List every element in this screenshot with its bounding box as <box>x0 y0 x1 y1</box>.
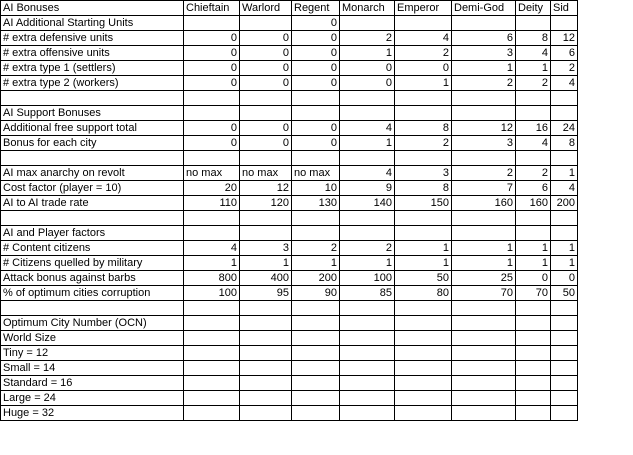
table-cell[interactable] <box>292 316 340 331</box>
row-label-cell[interactable] <box>1 301 184 316</box>
table-cell[interactable] <box>184 151 240 166</box>
table-cell[interactable] <box>240 331 292 346</box>
table-cell[interactable]: 0 <box>292 16 340 31</box>
table-cell[interactable]: 0 <box>551 271 578 286</box>
table-row <box>1 61 578 76</box>
table-cell[interactable]: 0 <box>184 136 240 151</box>
table-cell[interactable]: 50 <box>551 286 578 301</box>
table-cell[interactable]: 1 <box>551 241 578 256</box>
table-cell[interactable] <box>240 316 292 331</box>
table-cell[interactable]: 1 <box>240 256 292 271</box>
table-cell[interactable]: 4 <box>395 31 452 46</box>
table-row <box>1 391 578 406</box>
table-cell[interactable] <box>240 346 292 361</box>
table-cell[interactable]: 10 <box>292 181 340 196</box>
table-cell[interactable] <box>292 331 340 346</box>
table-cell[interactable]: 160 <box>516 196 551 211</box>
table-cell[interactable] <box>292 391 340 406</box>
table-cell[interactable] <box>240 226 292 241</box>
table-cell[interactable]: 0 <box>240 31 292 46</box>
table-cell[interactable] <box>292 346 340 361</box>
row-label-cell[interactable]: # extra type 1 (settlers) <box>1 61 184 76</box>
table-cell[interactable] <box>395 16 452 31</box>
table-row <box>1 286 578 301</box>
table-cell[interactable]: 0 <box>340 76 395 91</box>
table-cell[interactable]: 3 <box>395 166 452 181</box>
table-cell[interactable]: 200 <box>551 196 578 211</box>
table-cell[interactable]: 0 <box>184 31 240 46</box>
table-cell[interactable]: 1 <box>340 256 395 271</box>
table-cell[interactable] <box>516 361 551 376</box>
row-label-cell[interactable]: Huge = 32 <box>1 406 184 421</box>
table-row <box>1 16 578 31</box>
table-cell[interactable]: 2 <box>292 241 340 256</box>
table-cell[interactable] <box>184 106 240 121</box>
table-cell[interactable]: 200 <box>292 271 340 286</box>
row-label-cell[interactable]: Optimum City Number (OCN) <box>1 316 184 331</box>
table-cell[interactable] <box>395 361 452 376</box>
table-cell[interactable] <box>551 151 578 166</box>
table-cell[interactable] <box>340 106 395 121</box>
table-cell[interactable] <box>240 361 292 376</box>
table-cell[interactable] <box>292 406 340 421</box>
row-label-cell[interactable]: Attack bonus against barbs <box>1 271 184 286</box>
table-cell[interactable]: 100 <box>340 271 395 286</box>
table-cell[interactable]: 0 <box>240 61 292 76</box>
table-cell[interactable]: 1 <box>452 61 516 76</box>
table-row <box>1 211 578 226</box>
header-cell-emperor[interactable]: Emperor <box>395 1 452 16</box>
table-cell[interactable] <box>551 331 578 346</box>
row-label-cell[interactable]: Additional free support total <box>1 121 184 136</box>
table-cell[interactable]: 2 <box>452 166 516 181</box>
table-row <box>1 331 578 346</box>
table-cell[interactable] <box>395 391 452 406</box>
table-cell[interactable]: 0 <box>240 46 292 61</box>
table-cell[interactable] <box>395 316 452 331</box>
table-cell[interactable] <box>340 91 395 106</box>
table-cell[interactable] <box>240 301 292 316</box>
table-cell[interactable] <box>551 226 578 241</box>
table-cell[interactable]: 50 <box>395 271 452 286</box>
table-cell[interactable] <box>452 391 516 406</box>
table-cell[interactable] <box>340 376 395 391</box>
table-cell[interactable]: 4 <box>516 46 551 61</box>
table-cell[interactable] <box>395 151 452 166</box>
table-cell[interactable] <box>340 406 395 421</box>
table-cell[interactable]: 4 <box>184 241 240 256</box>
row-label-cell[interactable]: # extra defensive units <box>1 31 184 46</box>
row-label-cell[interactable]: Bonus for each city <box>1 136 184 151</box>
table-cell[interactable] <box>452 91 516 106</box>
table-cell[interactable] <box>516 316 551 331</box>
table-cell[interactable] <box>395 346 452 361</box>
table-cell[interactable] <box>184 361 240 376</box>
table-cell[interactable] <box>516 91 551 106</box>
table-cell[interactable]: 90 <box>292 286 340 301</box>
table-cell[interactable] <box>184 391 240 406</box>
table-cell[interactable]: 1 <box>340 46 395 61</box>
table-cell[interactable]: 0 <box>184 61 240 76</box>
table-cell[interactable]: 4 <box>340 121 395 136</box>
row-label-cell[interactable]: AI Support Bonuses <box>1 106 184 121</box>
table-row <box>1 376 578 391</box>
table-cell[interactable]: 1 <box>340 136 395 151</box>
table-cell[interactable]: no max <box>184 166 240 181</box>
table-cell[interactable]: 1 <box>184 256 240 271</box>
table-cell[interactable] <box>395 211 452 226</box>
table-cell[interactable]: 0 <box>292 76 340 91</box>
table-cell[interactable] <box>240 211 292 226</box>
table-cell[interactable]: 3 <box>452 46 516 61</box>
table-cell[interactable] <box>240 16 292 31</box>
table-row <box>1 76 578 91</box>
table-row <box>1 46 578 61</box>
table-cell[interactable]: 8 <box>516 31 551 46</box>
table-cell[interactable]: 120 <box>240 196 292 211</box>
table-cell[interactable] <box>452 331 516 346</box>
table-cell[interactable] <box>240 91 292 106</box>
table-cell[interactable] <box>240 106 292 121</box>
row-label-cell[interactable] <box>1 91 184 106</box>
table-cell[interactable]: 1 <box>395 241 452 256</box>
table-cell[interactable]: 0 <box>184 46 240 61</box>
table-cell[interactable]: 140 <box>340 196 395 211</box>
table-row <box>1 256 578 271</box>
table-cell[interactable] <box>452 406 516 421</box>
table-cell[interactable] <box>340 301 395 316</box>
row-label-cell[interactable]: Tiny = 12 <box>1 346 184 361</box>
table-cell[interactable] <box>452 316 516 331</box>
row-label-cell[interactable]: AI max anarchy on revolt <box>1 166 184 181</box>
row-label-cell[interactable]: # extra type 2 (workers) <box>1 76 184 91</box>
table-cell[interactable]: 1 <box>292 256 340 271</box>
table-cell[interactable]: 1 <box>395 256 452 271</box>
table-cell[interactable] <box>340 211 395 226</box>
table-cell[interactable]: 12 <box>240 181 292 196</box>
table-cell[interactable] <box>292 376 340 391</box>
table-cell[interactable]: 1 <box>452 241 516 256</box>
table-cell[interactable]: 4 <box>516 136 551 151</box>
table-cell[interactable] <box>184 331 240 346</box>
table-cell[interactable] <box>395 331 452 346</box>
table-cell[interactable]: 25 <box>452 271 516 286</box>
table-cell[interactable] <box>184 406 240 421</box>
table-cell[interactable] <box>551 346 578 361</box>
table-cell[interactable]: 70 <box>452 286 516 301</box>
table-cell[interactable] <box>452 211 516 226</box>
table-cell[interactable]: 2 <box>516 166 551 181</box>
table-cell[interactable]: 95 <box>240 286 292 301</box>
table-cell[interactable]: 0 <box>292 46 340 61</box>
table-cell[interactable]: 0 <box>240 121 292 136</box>
table-cell[interactable] <box>340 226 395 241</box>
table-row <box>1 361 578 376</box>
header-cell-regent[interactable]: Regent <box>292 1 340 16</box>
table-cell[interactable]: no max <box>240 166 292 181</box>
table-row <box>1 31 578 46</box>
table-cell[interactable] <box>340 361 395 376</box>
table-cell[interactable] <box>340 316 395 331</box>
header-cell-chieftain[interactable]: Chieftain <box>184 1 240 16</box>
table-cell[interactable]: 20 <box>184 181 240 196</box>
table-row <box>1 346 578 361</box>
table-cell[interactable]: 6 <box>551 46 578 61</box>
table-cell[interactable]: 0 <box>395 61 452 76</box>
header-cell-label[interactable]: AI Bonuses <box>1 1 184 16</box>
table-cell[interactable] <box>516 151 551 166</box>
header-cell-warlord[interactable]: Warlord <box>240 1 292 16</box>
table-cell[interactable] <box>452 16 516 31</box>
table-row <box>1 196 578 211</box>
table-cell[interactable] <box>292 106 340 121</box>
table-cell[interactable] <box>516 16 551 31</box>
table-body <box>1 1 578 421</box>
table-cell[interactable]: 1 <box>516 61 551 76</box>
table-cell[interactable]: 0 <box>292 31 340 46</box>
table-cell[interactable] <box>452 376 516 391</box>
table-cell[interactable] <box>240 151 292 166</box>
table-cell[interactable] <box>395 106 452 121</box>
table-cell[interactable]: 0 <box>292 136 340 151</box>
table-cell[interactable] <box>395 226 452 241</box>
table-cell[interactable] <box>452 346 516 361</box>
table-cell[interactable] <box>395 301 452 316</box>
row-label-cell[interactable] <box>1 211 184 226</box>
table-cell[interactable]: 100 <box>184 286 240 301</box>
table-cell[interactable]: 1 <box>551 256 578 271</box>
table-cell[interactable]: 3 <box>240 241 292 256</box>
table-cell[interactable] <box>516 301 551 316</box>
header-row <box>1 1 578 16</box>
table-cell[interactable] <box>184 316 240 331</box>
table-cell[interactable] <box>452 226 516 241</box>
table-cell[interactable]: 1 <box>395 76 452 91</box>
table-cell[interactable]: 2 <box>395 136 452 151</box>
table-cell[interactable] <box>395 91 452 106</box>
table-cell[interactable] <box>516 391 551 406</box>
table-cell[interactable]: 0 <box>292 61 340 76</box>
table-cell[interactable] <box>340 346 395 361</box>
table-cell[interactable]: 0 <box>184 76 240 91</box>
table-cell[interactable] <box>184 301 240 316</box>
table-cell[interactable] <box>184 376 240 391</box>
table-cell[interactable] <box>516 406 551 421</box>
table-cell[interactable] <box>340 331 395 346</box>
table-cell[interactable]: 800 <box>184 271 240 286</box>
table-cell[interactable] <box>340 151 395 166</box>
table-cell[interactable]: 7 <box>452 181 516 196</box>
table-cell[interactable]: 2 <box>516 76 551 91</box>
table-cell[interactable] <box>551 91 578 106</box>
table-cell[interactable]: 85 <box>340 286 395 301</box>
table-cell[interactable]: 8 <box>395 181 452 196</box>
table-cell[interactable]: 0 <box>184 121 240 136</box>
table-row <box>1 226 578 241</box>
table-cell[interactable]: 2 <box>551 61 578 76</box>
table-cell[interactable]: 4 <box>551 181 578 196</box>
table-cell[interactable]: 8 <box>551 136 578 151</box>
table-row <box>1 121 578 136</box>
row-label-cell[interactable]: AI and Player factors <box>1 226 184 241</box>
table-cell[interactable]: no max <box>292 166 340 181</box>
table-cell[interactable] <box>395 376 452 391</box>
table-cell[interactable] <box>516 226 551 241</box>
table-row <box>1 151 578 166</box>
table-cell[interactable] <box>292 361 340 376</box>
table-cell[interactable]: 24 <box>551 121 578 136</box>
table-cell[interactable] <box>452 301 516 316</box>
table-cell[interactable]: 4 <box>551 76 578 91</box>
row-label-cell[interactable]: % of optimum cities corruption <box>1 286 184 301</box>
table-row <box>1 271 578 286</box>
table-cell[interactable]: 2 <box>452 76 516 91</box>
table-cell[interactable]: 400 <box>240 271 292 286</box>
table-row <box>1 106 578 121</box>
table-row <box>1 301 578 316</box>
table-cell[interactable] <box>240 376 292 391</box>
row-label-cell[interactable] <box>1 151 184 166</box>
table-cell[interactable] <box>292 301 340 316</box>
table-cell[interactable] <box>551 106 578 121</box>
table-cell[interactable] <box>240 406 292 421</box>
table-cell[interactable] <box>292 211 340 226</box>
row-label-cell[interactable]: # extra offensive units <box>1 46 184 61</box>
row-label-cell[interactable]: # Content citizens <box>1 241 184 256</box>
table-cell[interactable] <box>240 391 292 406</box>
header-cell-deity[interactable]: Deity <box>516 1 551 16</box>
table-cell[interactable]: 70 <box>516 286 551 301</box>
table-cell[interactable] <box>516 211 551 226</box>
table-cell[interactable]: 2 <box>395 46 452 61</box>
row-label-cell[interactable]: Cost factor (player = 10) <box>1 181 184 196</box>
table-cell[interactable] <box>452 106 516 121</box>
table-cell[interactable]: 110 <box>184 196 240 211</box>
table-cell[interactable]: 1 <box>516 256 551 271</box>
table-cell[interactable] <box>551 391 578 406</box>
table-row <box>1 91 578 106</box>
row-label-cell[interactable]: # Citizens quelled by military <box>1 256 184 271</box>
table-cell[interactable] <box>395 406 452 421</box>
table-cell[interactable]: 0 <box>292 121 340 136</box>
table-cell[interactable]: 0 <box>340 61 395 76</box>
table-cell[interactable]: 2 <box>340 31 395 46</box>
table-row <box>1 166 578 181</box>
header-cell-sid[interactable]: Sid <box>551 1 578 16</box>
table-cell[interactable]: 6 <box>516 181 551 196</box>
table-cell[interactable]: 1 <box>551 166 578 181</box>
table-cell[interactable] <box>551 406 578 421</box>
row-label-cell[interactable]: AI to AI trade rate <box>1 196 184 211</box>
header-cell-monarch[interactable]: Monarch <box>340 1 395 16</box>
table-cell[interactable] <box>551 301 578 316</box>
table-cell[interactable] <box>516 106 551 121</box>
row-label-cell[interactable]: Small = 14 <box>1 361 184 376</box>
table-cell[interactable]: 6 <box>452 31 516 46</box>
table-cell[interactable]: 0 <box>240 76 292 91</box>
header-cell-demi-god[interactable]: Demi-God <box>452 1 516 16</box>
table-cell[interactable]: 80 <box>395 286 452 301</box>
table-row <box>1 136 578 151</box>
table-cell[interactable]: 1 <box>452 256 516 271</box>
table-cell[interactable]: 16 <box>516 121 551 136</box>
table-cell[interactable] <box>452 151 516 166</box>
table-cell[interactable] <box>551 361 578 376</box>
table-cell[interactable] <box>516 346 551 361</box>
table-cell[interactable]: 160 <box>452 196 516 211</box>
table-cell[interactable]: 4 <box>340 166 395 181</box>
row-label-cell[interactable]: World Size <box>1 331 184 346</box>
table-cell[interactable] <box>184 211 240 226</box>
table-cell[interactable]: 12 <box>551 31 578 46</box>
table-cell[interactable] <box>551 376 578 391</box>
table-cell[interactable] <box>452 361 516 376</box>
table-cell[interactable]: 0 <box>240 136 292 151</box>
table-cell[interactable]: 3 <box>452 136 516 151</box>
table-cell[interactable]: 1 <box>516 241 551 256</box>
table-cell[interactable]: 130 <box>292 196 340 211</box>
table-cell[interactable]: 2 <box>340 241 395 256</box>
table-cell[interactable] <box>551 211 578 226</box>
table-cell[interactable] <box>340 16 395 31</box>
table-cell[interactable]: 8 <box>395 121 452 136</box>
table-cell[interactable] <box>292 226 340 241</box>
table-cell[interactable] <box>340 391 395 406</box>
row-label-cell[interactable]: AI Additional Starting Units <box>1 16 184 31</box>
table-row <box>1 181 578 196</box>
table-cell[interactable]: 9 <box>340 181 395 196</box>
table-cell[interactable] <box>184 91 240 106</box>
table-cell[interactable] <box>184 346 240 361</box>
table-cell[interactable]: 150 <box>395 196 452 211</box>
table-cell[interactable] <box>184 16 240 31</box>
table-cell[interactable] <box>516 376 551 391</box>
table-row <box>1 241 578 256</box>
table-cell[interactable]: 12 <box>452 121 516 136</box>
table-cell[interactable] <box>292 91 340 106</box>
table-cell[interactable] <box>292 151 340 166</box>
table-cell[interactable] <box>184 226 240 241</box>
table-cell[interactable] <box>551 316 578 331</box>
table-cell[interactable] <box>516 331 551 346</box>
table-row <box>1 316 578 331</box>
table-cell[interactable]: 0 <box>516 271 551 286</box>
row-label-cell[interactable]: Standard = 16 <box>1 376 184 391</box>
table-cell[interactable] <box>551 16 578 31</box>
table-row <box>1 406 578 421</box>
row-label-cell[interactable]: Large = 24 <box>1 391 184 406</box>
